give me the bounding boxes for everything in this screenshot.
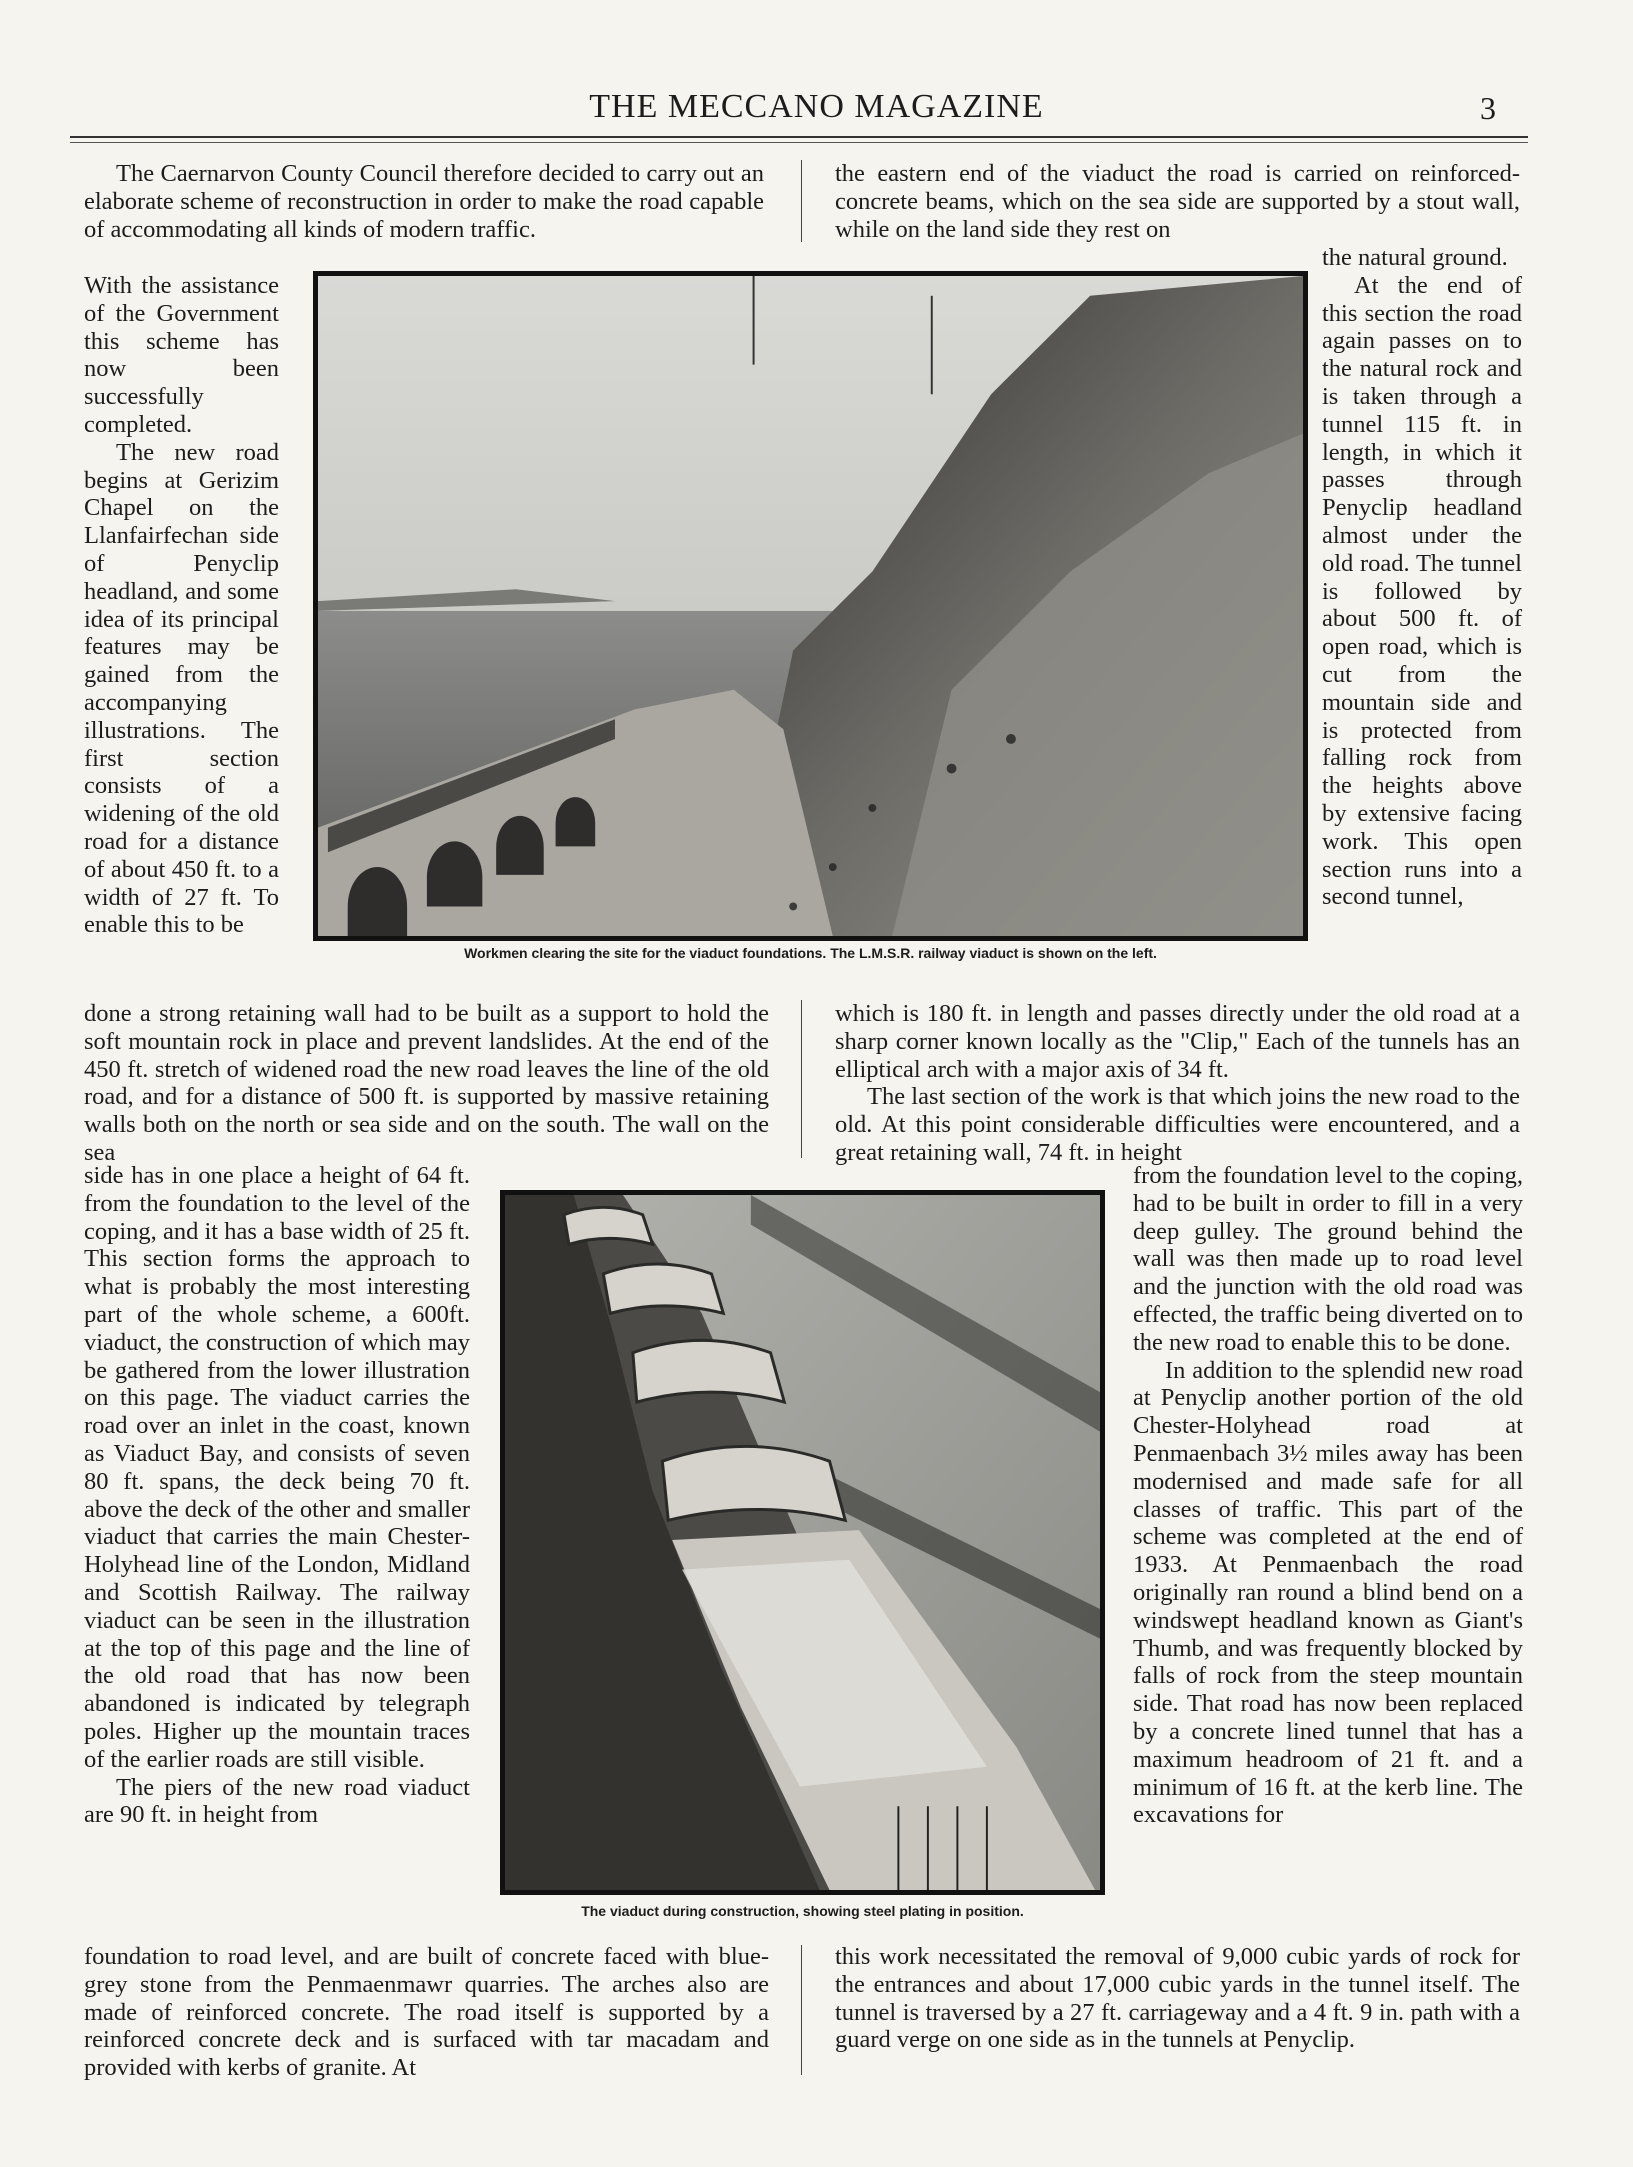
article-text-right-wrap xyxy=(1322,244,1522,911)
paragraph: this work necessitated the removal of 9,000 cubic yards of rock for the entrances and about 17,000 cubic yards in the tunnel itself. The tunnel is traversed by a 27 ft. carriageway and a 4 ft. 9 in. path with a guard verge on one side as in the tunnels at Penyclip. xyxy=(835,1943,1520,2054)
article-text-right-bottom xyxy=(835,1943,1520,2054)
magazine-title: THE MECCANO MAGAZINE xyxy=(589,88,1044,125)
header-rule xyxy=(70,136,1528,138)
article-text-left-bottom xyxy=(84,1943,769,2082)
article-text-right-mid xyxy=(835,1000,1520,1167)
paragraph: side has in one place a height of 64 ft. from the foundation to the level of the coping, and it has a base width of 25 ft. This section forms the approach to what is probably the most interesting part of the whole scheme, a 600ft. viaduct, the construction of which may be gathered from the lower illustration on this page. The viaduct carries the road over an inlet in the coast, known as Viaduct Bay, and consists of seven 80 ft. spans, the deck being 70 ft. above the deck of the other and smaller viaduct that carries the main Chester-Holyhead line of the London, Midland and Scottish Railway. The railway viaduct can be seen in the illustration at the top of this page and the line of the old road that has now been abandoned is indicated by telegraph poles. Higher up the mountain traces of the earlier roads are still visible. xyxy=(84,1162,470,1773)
paragraph: At the end of this section the road again passes on to the natural rock and is taken through a tunnel 115 ft. in length, in which it passes through Penyclip headland almost under the old road. The tunnel is followed by about 500 ft. of open road, which is cut from the mountain side and is protected from falling rock from the heights above by extensive facing work. This open section runs into a second tunnel, xyxy=(1322,271,1522,911)
paragraph: The new road begins at Gerizim Chapel on the Llanfairfechan side of Penyclip headland, and some idea of its principal features may be gained from the accompanying illustrations. The first section consists of a widening of the old road for a distance of about 450 ft. to a width of 27 ft. To enable this to be xyxy=(84,438,279,939)
paragraph: The piers of the new road viaduct are 90 ft. in height from xyxy=(84,1773,470,1829)
article-text-right-wrap-bottom xyxy=(1133,1162,1523,1829)
paragraph: the natural ground. xyxy=(1322,244,1508,271)
viaduct-construction-photo xyxy=(500,1190,1105,1895)
article-text-right-top xyxy=(835,160,1520,243)
article-text-left-wrap-bottom xyxy=(84,1162,470,1829)
column-divider xyxy=(801,1945,802,2075)
paragraph: the eastern end of the viaduct the road is carried on reinforced-concrete beams, which on the sea side are supported by a stout wall, while on the land side they rest on xyxy=(835,160,1520,243)
article-text-left-top xyxy=(84,160,764,243)
paragraph: from the foundation level to the coping, had to be built in order to fill in a very deep gulley. The ground behind the wall was then made up to road level and the junction with the old road was effected, the traffic being diverted on to the new road to enable this to be done. xyxy=(1133,1162,1523,1356)
article-text-left-mid xyxy=(84,1000,769,1167)
page-number: 3 xyxy=(1480,90,1496,126)
paragraph: The last section of the work is that which joins the new road to the old. At this point considerable difficulties were encountered, and a great retaining wall, 74 ft. in height xyxy=(835,1083,1520,1166)
paragraph: foundation to road level, and are built of concrete faced with blue-grey stone from the Penmaenmawr quarries. The arches also are made of reinforced concrete. The road itself is supported by a reinforced concrete deck and is surfaced with tar macadam and provided with kerbs of granite. At xyxy=(84,1943,769,2082)
viaduct-site-image xyxy=(318,276,1303,936)
bottom-photo-caption: The viaduct during construction, showing steel plating in position. xyxy=(581,1903,1024,1919)
header-rule-thin xyxy=(70,142,1528,143)
column-divider xyxy=(801,160,802,242)
paragraph: In addition to the splendid new road at Penyclip another portion of the old Chester-Holyhead road at Penmaenbach 3½ miles away has been modernised and made safe for all classes of traffic. This part of the scheme was completed at the end of 1933. At Penmaenbach the road originally ran round a blind bend on a windswept headland known as Giant's Thumb, and was frequently blocked by falls of rock from the steep mountain side. That road has now been replaced by a concrete lined tunnel that has a maximum headroom of 21 ft. and a minimum of 16 ft. at the kerb line. The excavations for xyxy=(1133,1356,1523,1829)
viaduct-site-photo xyxy=(313,271,1308,941)
paragraph: The Caernarvon County Council therefore decided to carry out an elaborate scheme of reconstruction in order to make the road capable of accommodating all kinds of modern traffic. xyxy=(84,160,764,243)
article-text-left-wrap xyxy=(84,272,279,939)
top-photo-caption: Workmen clearing the site for the viaduct foundations. The L.M.S.R. railway viaduct is shown on the left. xyxy=(464,945,1157,961)
paragraph: done a strong retaining wall had to be built as a support to hold the soft mountain rock in place and prevent landslides. At the end of the 450 ft. stretch of widened road the new road leaves the line of the old road, and for a distance of 500 ft. is supported by massive retaining walls both on the north or sea side and on the south. The wall on the sea xyxy=(84,1000,769,1166)
column-divider xyxy=(801,1000,802,1158)
viaduct-construction-image xyxy=(505,1195,1100,1890)
paragraph: which is 180 ft. in length and passes directly under the old road at a sharp corner known locally as the "Clip," Each of the tunnels has an elliptical arch with a major axis of 34 ft. xyxy=(835,1000,1520,1083)
paragraph: With the assistance of the Government this scheme has now been successfully completed. xyxy=(84,272,279,438)
